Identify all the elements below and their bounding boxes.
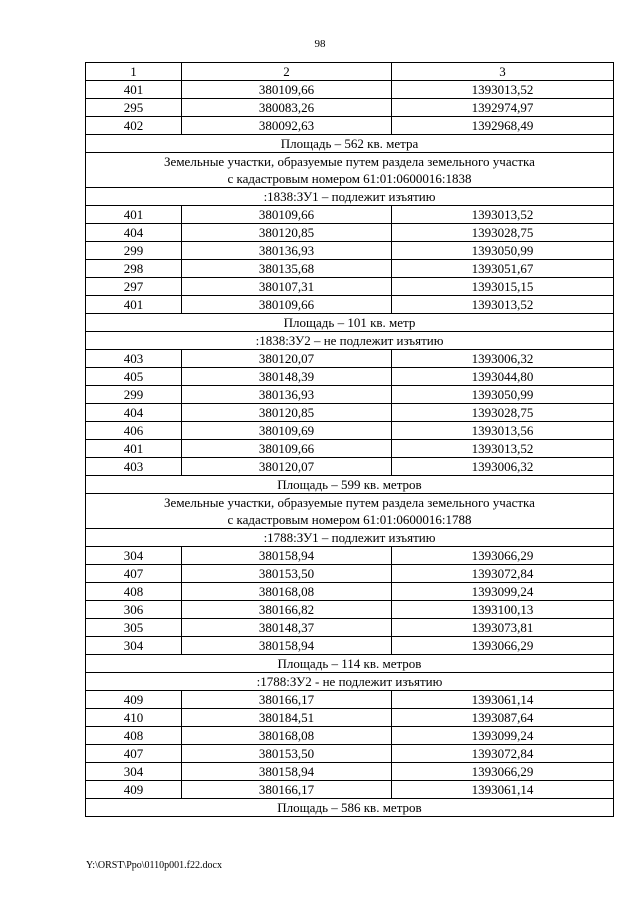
- table-row: [86, 583, 614, 601]
- section-label: :1838:ЗУ2 – не подлежит изъятию: [86, 332, 614, 350]
- section-row: [86, 314, 614, 332]
- y-coordinate-cell: 1393013,52: [392, 440, 614, 458]
- x-coordinate-cell: 380083,26: [182, 99, 392, 117]
- y-coordinate-cell: 1393072,84: [392, 745, 614, 763]
- x-coordinate-cell: 380148,39: [182, 368, 392, 386]
- table-row: [86, 99, 614, 117]
- x-coordinate-cell: 380092,63: [182, 117, 392, 135]
- table-row: [86, 547, 614, 565]
- x-coordinate-cell: 380135,68: [182, 260, 392, 278]
- section-label: Площадь – 599 кв. метров: [86, 476, 614, 494]
- point-number-cell: 407: [86, 565, 182, 583]
- point-number-cell: 304: [86, 547, 182, 565]
- section-label: Площадь – 562 кв. метра: [86, 135, 614, 153]
- x-coordinate-cell: 380166,17: [182, 691, 392, 709]
- section-label: Площадь – 101 кв. метр: [86, 314, 614, 332]
- point-number-cell: 299: [86, 386, 182, 404]
- x-coordinate-cell: 380184,51: [182, 709, 392, 727]
- table-row: [86, 565, 614, 583]
- y-coordinate-cell: 1393061,14: [392, 781, 614, 799]
- section-heading: [86, 494, 614, 529]
- table-row: [86, 727, 614, 745]
- section-label: :1788:ЗУ1 – подлежит изъятию: [86, 529, 614, 547]
- y-coordinate-cell: 1393050,99: [392, 386, 614, 404]
- point-number-cell: 405: [86, 368, 182, 386]
- file-path-footer: Y:\ORST\Ppo\0110p001.f22.docx: [86, 860, 222, 871]
- point-number-cell: 306: [86, 601, 182, 619]
- x-coordinate-cell: 380158,94: [182, 547, 392, 565]
- table-header-row: [86, 63, 614, 81]
- table-row: [86, 368, 614, 386]
- section-row: [86, 673, 614, 691]
- page-number: 98: [314, 38, 326, 50]
- section-heading-line: с кадастровым номером 61:01:0600016:1838: [227, 171, 472, 186]
- point-number-cell: 409: [86, 781, 182, 799]
- table-row: [86, 260, 614, 278]
- section-label: Площадь – 586 кв. метров: [86, 799, 614, 817]
- table-body: [86, 81, 614, 817]
- y-coordinate-cell: 1393100,13: [392, 601, 614, 619]
- x-coordinate-cell: 380153,50: [182, 565, 392, 583]
- table-row: [86, 386, 614, 404]
- x-coordinate-cell: 380109,66: [182, 440, 392, 458]
- section-label: Площадь – 114 кв. метров: [86, 655, 614, 673]
- y-coordinate-cell: 1393013,52: [392, 206, 614, 224]
- x-coordinate-cell: 380136,93: [182, 242, 392, 260]
- y-coordinate-cell: 1393087,64: [392, 709, 614, 727]
- y-coordinate-cell: 1392968,49: [392, 117, 614, 135]
- point-number-cell: 297: [86, 278, 182, 296]
- section-heading: [86, 153, 614, 188]
- x-coordinate-cell: 380148,37: [182, 619, 392, 637]
- section-label: :1788:ЗУ2 - не подлежит изъятию: [86, 673, 614, 691]
- point-number-cell: 409: [86, 691, 182, 709]
- y-coordinate-cell: 1393006,32: [392, 458, 614, 476]
- table-row: [86, 350, 614, 368]
- table-row: [86, 458, 614, 476]
- y-coordinate-cell: 1393013,56: [392, 422, 614, 440]
- y-coordinate-cell: 1393099,24: [392, 727, 614, 745]
- y-coordinate-cell: 1392974,97: [392, 99, 614, 117]
- point-number-cell: 402: [86, 117, 182, 135]
- point-number-cell: 304: [86, 637, 182, 655]
- x-coordinate-cell: 380153,50: [182, 745, 392, 763]
- x-coordinate-cell: 380166,17: [182, 781, 392, 799]
- point-number-cell: 403: [86, 458, 182, 476]
- section-row: [86, 799, 614, 817]
- table-row: [86, 296, 614, 314]
- point-number-cell: 404: [86, 404, 182, 422]
- y-coordinate-cell: 1393028,75: [392, 404, 614, 422]
- y-coordinate-cell: 1393066,29: [392, 637, 614, 655]
- column-header-point-number: 1: [86, 63, 182, 81]
- section-row: [86, 529, 614, 547]
- x-coordinate-cell: 380107,31: [182, 278, 392, 296]
- table-row: [86, 781, 614, 799]
- x-coordinate-cell: 380136,93: [182, 386, 392, 404]
- point-number-cell: 408: [86, 583, 182, 601]
- point-number-cell: 299: [86, 242, 182, 260]
- section-heading-line: Земельные участки, образуемые путем раздела земельного участка: [164, 154, 535, 169]
- y-coordinate-cell: 1393028,75: [392, 224, 614, 242]
- y-coordinate-cell: 1393013,52: [392, 81, 614, 99]
- x-coordinate-cell: 380120,85: [182, 404, 392, 422]
- point-number-cell: 410: [86, 709, 182, 727]
- column-header-y-coordinate: 3: [392, 63, 614, 81]
- table-row: [86, 422, 614, 440]
- point-number-cell: 401: [86, 440, 182, 458]
- table-row: [86, 224, 614, 242]
- table-row: [86, 440, 614, 458]
- x-coordinate-cell: 380109,69: [182, 422, 392, 440]
- table-row: [86, 404, 614, 422]
- table-row: [86, 601, 614, 619]
- y-coordinate-cell: 1393006,32: [392, 350, 614, 368]
- point-number-cell: 408: [86, 727, 182, 745]
- table-row: [86, 709, 614, 727]
- point-number-cell: 401: [86, 296, 182, 314]
- x-coordinate-cell: 380109,66: [182, 206, 392, 224]
- section-label: :1838:ЗУ1 – подлежит изъятию: [86, 188, 614, 206]
- y-coordinate-cell: 1393072,84: [392, 565, 614, 583]
- point-number-cell: 406: [86, 422, 182, 440]
- section-row: [86, 153, 614, 188]
- table-row: [86, 278, 614, 296]
- x-coordinate-cell: 380109,66: [182, 296, 392, 314]
- x-coordinate-cell: 380120,07: [182, 350, 392, 368]
- x-coordinate-cell: 380158,94: [182, 763, 392, 781]
- section-row: [86, 655, 614, 673]
- x-coordinate-cell: 380120,85: [182, 224, 392, 242]
- point-number-cell: 401: [86, 81, 182, 99]
- x-coordinate-cell: 380158,94: [182, 637, 392, 655]
- y-coordinate-cell: 1393066,29: [392, 763, 614, 781]
- coordinates-table: [85, 62, 614, 817]
- section-heading-line: с кадастровым номером 61:01:0600016:1788: [227, 512, 472, 527]
- x-coordinate-cell: 380120,07: [182, 458, 392, 476]
- point-number-cell: 295: [86, 99, 182, 117]
- y-coordinate-cell: 1393013,52: [392, 296, 614, 314]
- y-coordinate-cell: 1393099,24: [392, 583, 614, 601]
- section-row: [86, 188, 614, 206]
- x-coordinate-cell: 380168,08: [182, 727, 392, 745]
- table-row: [86, 637, 614, 655]
- x-coordinate-cell: 380166,82: [182, 601, 392, 619]
- section-heading-line: Земельные участки, образуемые путем раздела земельного участка: [164, 495, 535, 510]
- x-coordinate-cell: 380168,08: [182, 583, 392, 601]
- table-row: [86, 117, 614, 135]
- point-number-cell: 404: [86, 224, 182, 242]
- section-row: [86, 476, 614, 494]
- table-row: [86, 763, 614, 781]
- point-number-cell: 304: [86, 763, 182, 781]
- y-coordinate-cell: 1393044,80: [392, 368, 614, 386]
- y-coordinate-cell: 1393015,15: [392, 278, 614, 296]
- y-coordinate-cell: 1393051,67: [392, 260, 614, 278]
- section-row: [86, 135, 614, 153]
- point-number-cell: 298: [86, 260, 182, 278]
- section-row: [86, 332, 614, 350]
- table-row: [86, 242, 614, 260]
- table-row: [86, 691, 614, 709]
- point-number-cell: 407: [86, 745, 182, 763]
- point-number-cell: 403: [86, 350, 182, 368]
- section-row: [86, 494, 614, 529]
- y-coordinate-cell: 1393061,14: [392, 691, 614, 709]
- table-row: [86, 619, 614, 637]
- y-coordinate-cell: 1393066,29: [392, 547, 614, 565]
- y-coordinate-cell: 1393073,81: [392, 619, 614, 637]
- point-number-cell: 401: [86, 206, 182, 224]
- table-row: [86, 81, 614, 99]
- y-coordinate-cell: 1393050,99: [392, 242, 614, 260]
- point-number-cell: 305: [86, 619, 182, 637]
- x-coordinate-cell: 380109,66: [182, 81, 392, 99]
- table-row: [86, 745, 614, 763]
- table-row: [86, 206, 614, 224]
- column-header-x-coordinate: 2: [182, 63, 392, 81]
